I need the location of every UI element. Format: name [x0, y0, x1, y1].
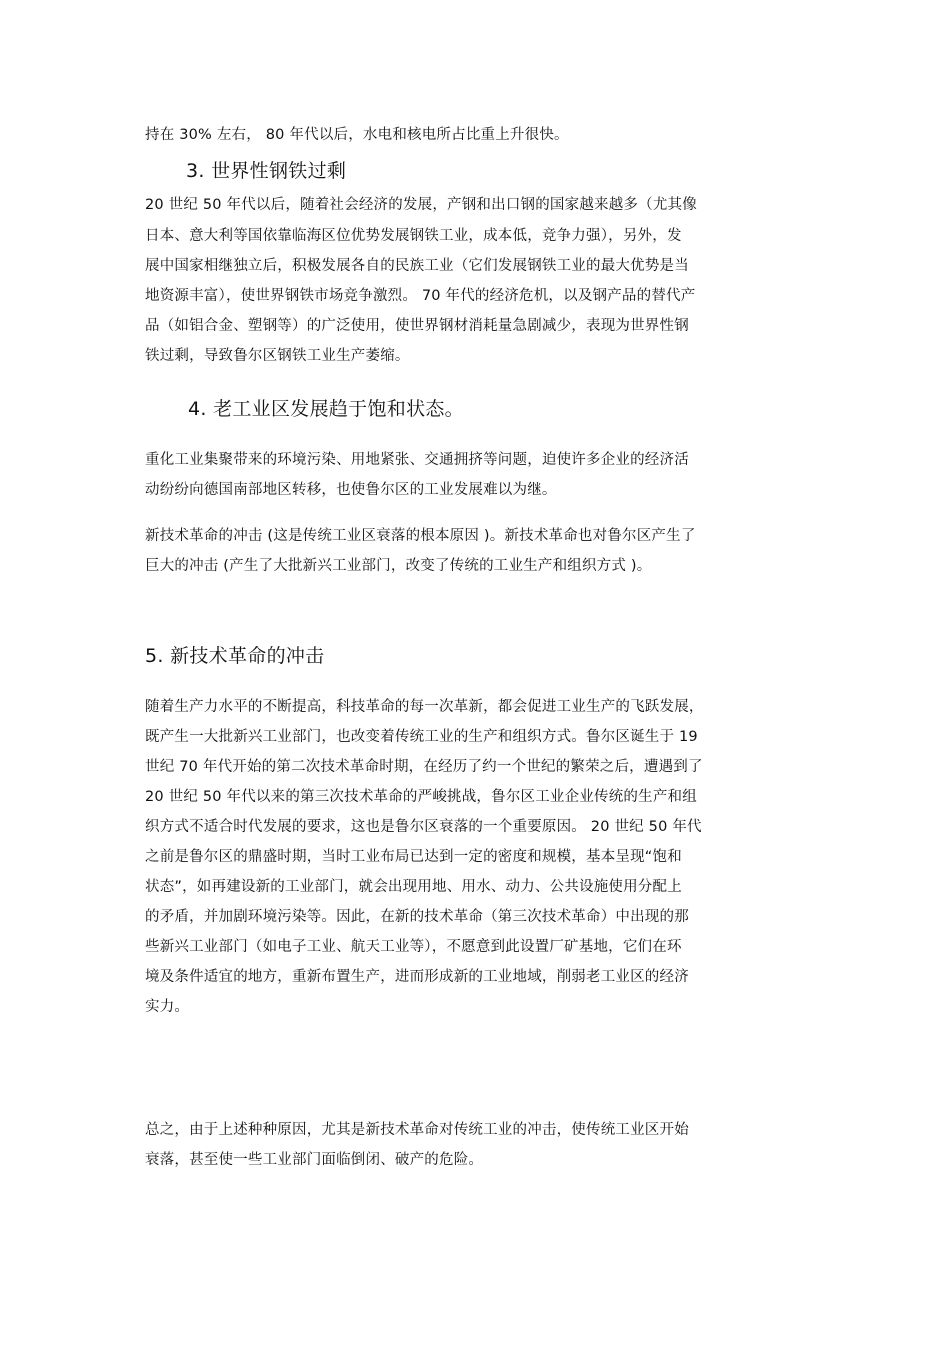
section-5-line: 随着生产力水平的不断提高，科技革命的每一次革新，都会促进工业生产的飞跃发展， — [145, 699, 704, 715]
conclusion-line: 衰落，甚至使一些工业部门面临倒闭、破产的危险。 — [145, 1152, 484, 1168]
section-4-line: 巨大的冲击 (产生了大批新兴工业部门，改变了传统的工业生产和组织方式 )。 — [145, 558, 652, 574]
section-3-line: 品（如铝合金、塑钢等）的广泛使用，使世界钢材消耗量急剧减少，表现为世界性钢 — [145, 318, 689, 334]
section-4-line: 动纷纷向德国南部地区转移，也使鲁尔区的工业发展难以为继。 — [145, 482, 557, 498]
section-3-line: 铁过剩，导致鲁尔区钢铁工业生产萎缩。 — [145, 348, 410, 364]
section-5-heading: 5. 新技术革命的冲击 — [145, 645, 325, 667]
section-3-line: 展中国家相继独立后，积极发展各自的民族工业（它们发展钢铁工业的最大优势是当 — [145, 258, 689, 274]
section-4-heading: 4. 老工业区发展趋于饱和状态。 — [188, 398, 464, 420]
section-4-line: 新技术革命的冲击 (这是传统工业区衰落的根本原因 )。新技术革命也对鲁尔区产生了 — [145, 528, 696, 544]
section-3-line: 日本、意大利等国依靠临海区位优势发展钢铁工业，成本低，竞争力强），另外，发 — [145, 228, 682, 244]
section-3-line: 地资源丰富），使世界钢铁市场竞争激烈。 70 年代的经济危机，以及钢产品的替代产 — [145, 288, 696, 304]
section-5-line: 的矛盾，并加剧环境污染等。因此，在新的技术革命（第三次技术革命）中出现的那 — [145, 909, 689, 925]
section-5-line: 之前是鲁尔区的鼎盛时期，当时工业布局已达到一定的密度和规模，基本呈现“饱和 — [145, 849, 682, 865]
section-5-line: 实力。 — [145, 999, 190, 1015]
section-4-line: 重化工业集聚带来的环境污染、用地紧张、交通拥挤等问题，迫使许多企业的经济活 — [145, 452, 689, 468]
section-5-line: 20 世纪 50 年代以来的第三次技术革命的严峻挑战，鲁尔区工业企业传统的生产和组 — [145, 789, 697, 805]
section-5-line: 世纪 70 年代开始的第二次技术革命时期，在经历了约一个世纪的繁荣之后，遭遇到了 — [145, 759, 703, 775]
section-3-heading: 3. 世界性钢铁过剩 — [186, 160, 347, 182]
intro-line: 持在 30% 左右， 80 年代以后，水电和核电所占比重上升很快。 — [145, 127, 569, 143]
section-5-line: 境及条件适宜的地方，重新布置生产，进而形成新的工业地域，削弱老工业区的经济 — [145, 969, 689, 985]
section-5-line: 织方式不适合时代发展的要求，这也是鲁尔区衰落的一个重要原因。 20 世纪 50 年代 — [145, 819, 702, 835]
section-5-line: 些新兴工业部门（如电子工业、航天工业等），不愿意到此设置厂矿基地，它们在环 — [145, 939, 682, 955]
section-5-line: 既产生一大批新兴工业部门，也改变着传统工业的生产和组织方式。鲁尔区诞生于 19 — [145, 729, 698, 745]
section-5-line: 状态”，如再建设新的工业部门，就会出现用地、用水、动力、公共设施使用分配上 — [145, 879, 682, 895]
conclusion-line: 总之，由于上述种种原因，尤其是新技术革命对传统工业的冲击，使传统工业区开始 — [145, 1122, 689, 1138]
section-3-line: 20 世纪 50 年代以后，随着社会经济的发展，产钢和出口钢的国家越来越多（尤其像 — [145, 197, 697, 213]
